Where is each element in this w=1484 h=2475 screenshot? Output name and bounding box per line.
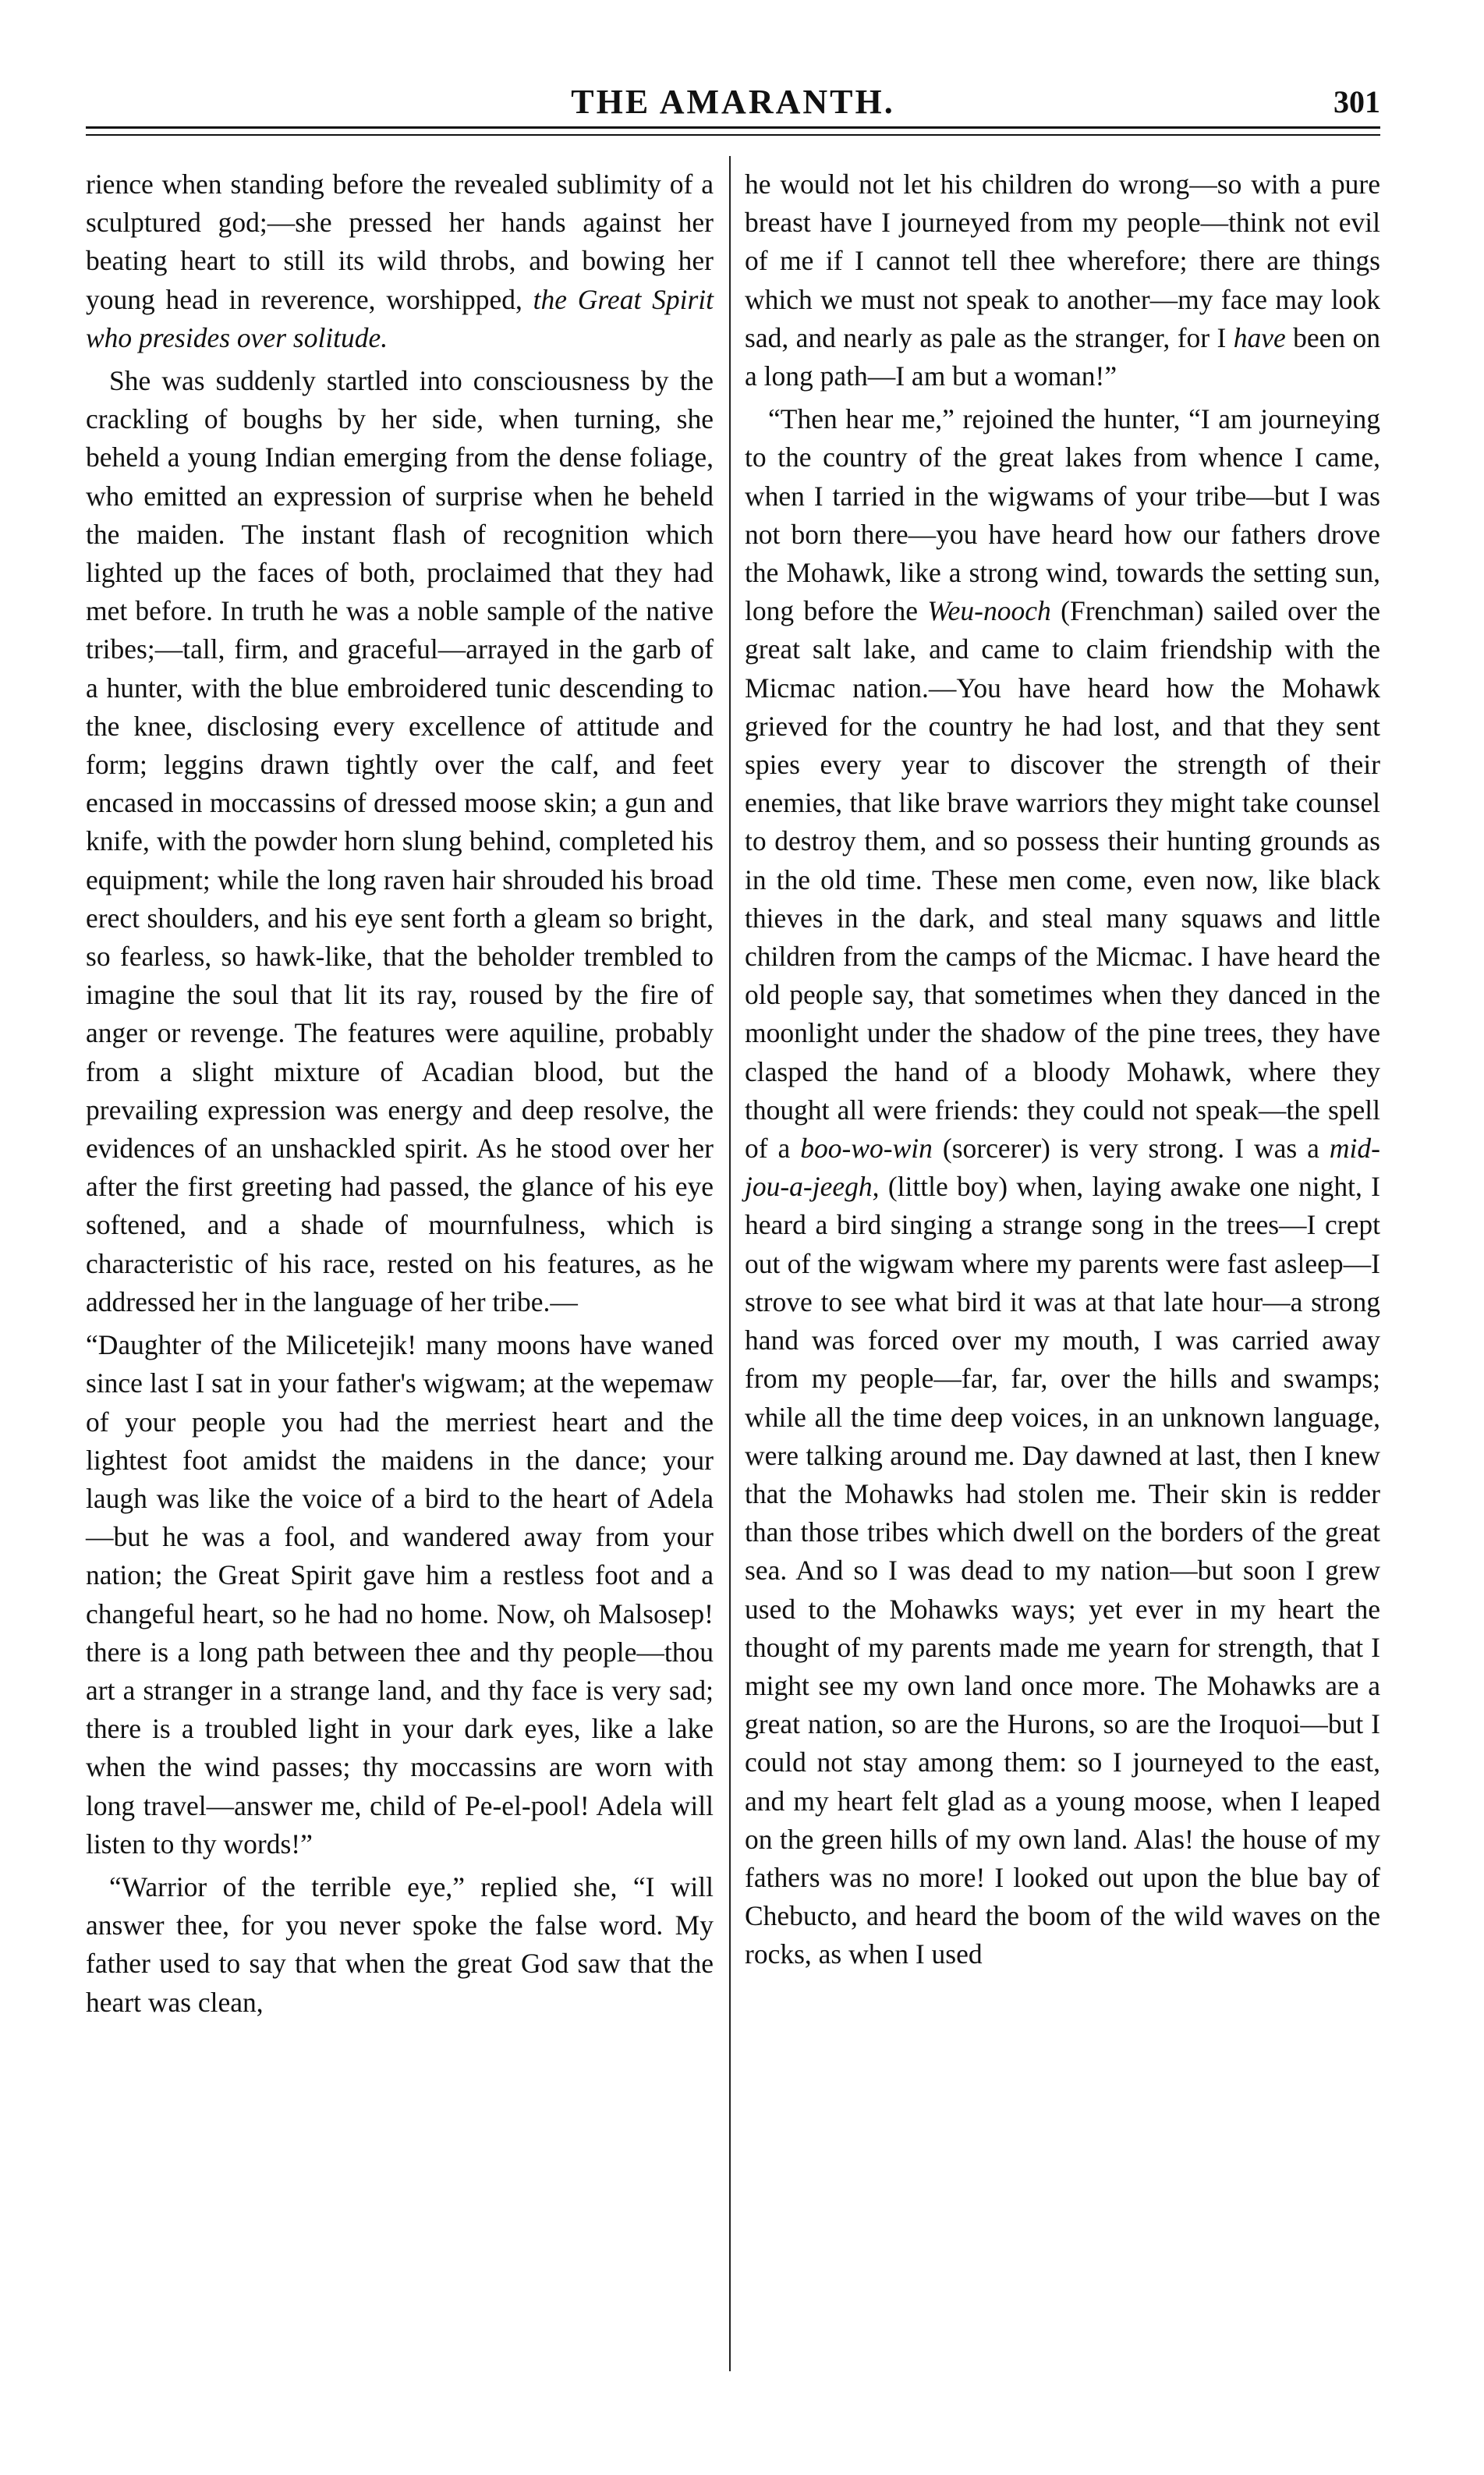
- italic-phrase: Weu-nooch: [927, 595, 1051, 627]
- paragraph: “Daughter of the Milicetejik! many moons have waned since last I sat in your father's wigwam; at the wepemaw of your people you had the merriest heart and the lightest foot amidst the maidens in the dance; your laugh was like the voice of a bird to the heart of Adela—but he was a fool, and wandered away from your nation; the Great Spirit gave him a restless foot and a changeful heart, so he had no home. Now, oh Malsosep! there is a long path between thee and thy people—thou art a stranger in a strange land, and thy face is very sad; there is a troubled light in your dark eyes, like a lake when the wind passes; thy moccassins are worn with long travel—answer me, child of Pe-el-pool! Adela will listen to thy words!”: [86, 1329, 714, 1860]
- paragraph-text: been on a long path—I am but a woman!”: [745, 321, 1381, 392]
- running-title: THE AMARANTH.: [571, 83, 895, 121]
- paragraph-text: “Then hear me,” rejoined the hunter, “I am journeying to the country of the great lakes from whence I came, when I tarried in the wigwams of your tribe—but I was not born there—you have heard how our fathers drove the Mohawk, like a strong wind, towards the setting sun, long before the: [745, 403, 1380, 627]
- page-number: 301: [1333, 84, 1380, 119]
- paragraph: [86, 165, 714, 357]
- paragraph: “Warrior of the terrible eye,” replied she, “I will answer thee, for you never spoke the false word. My father used to say that when the great God saw that the heart was clean,: [86, 1870, 714, 2018]
- paragraph: She was suddenly startled into consciousness by the crackling of boughs by her side, when turning, she beheld a young Indian emerging from the dense foliage, who emitted an expression of surprise when he beheld the maiden. The instant flash of recognition which lighted up the faces of both, proclaimed that they had met before. In truth he was a noble sample of the native tribes;—tall, firm, and graceful—arrayed in the garb of a hunter, with the blue embroidered tunic descending to the knee, disclosing every excellence of attitude and form; leggins drawn tightly over the calf, and feet encased in moccassins of dressed moose skin; a gun and knife, with the powder horn slung behind, completed his equipment; while the long raven hair shrouded his broad erect shoulders, and his eye sent forth a gleam so bright, so fearless, so hawk-like, that the beholder trembled to imagine the soul that lit its ray, roused by the fire of anger or revenge. The features were aquiline, probably from a slight mixture of Acadian blood, but the prevailing expression was energy and deep resolve, the evidences of an unshackled spirit. As he stood over her after the first greeting had passed, the glance of his eye softened, and a shade of mournfulness, which is characteristic of his race, rested on his features, as he addressed her in the language of her tribe.—: [86, 365, 714, 1317]
- column-divider: [729, 156, 731, 2371]
- left-column: [86, 165, 714, 2026]
- paragraph: [745, 400, 1380, 1973]
- italic-phrase: the Great Spirit who presides over solitude.: [86, 283, 714, 353]
- paragraph-text: he would not let his children do wrong—so with a pure breast have I journeyed from my people—think not evil of me if I cannot tell thee wherefore; there are things which we must not speak to another—my face may look sad, and nearly as pale as the stranger, for I: [745, 168, 1380, 353]
- italic-phrase: mid-jou-a-jeegh,: [745, 1133, 1380, 1203]
- header-rule-thick: [86, 126, 1380, 129]
- paragraph-text: (sorcerer) is very strong. I was a: [932, 1133, 1330, 1165]
- paragraph-text: (Frenchman) sailed over the great salt lake, and came to claim friendship with the Micmac nation.—You have heard how the Mohawk grieved for the country he had lost, and that they sent spies every year to discover the strength of their enemies, that like brave warriors they might take counsel to destroy them, and so possess their hunting grounds as in the old time. These men come, even now, like black thieves in the dark, and steal many squaws and little children from the camps of the Micmac. I have heard the old people say, that sometimes when they danced in the moonlight under the shadow of the pine trees, they have clasped the hand of a bloody Mohawk, where they thought all were friends: they could not speak—the spell of a: [745, 595, 1380, 1165]
- paragraph: [745, 165, 1380, 395]
- header-rule-thin: [86, 134, 1380, 136]
- paragraph-text: (little boy) when, laying awake one night, I heard a bird singing a strange song in the trees—I crept out of the wigwam where my parents were fast asleep—I strove to see what bird it was at that late hour—a strong hand was forced over my mouth, I was carried away from my people—far, far, over the hills and swamps; while all the time deep voices, in an unknown language, were talking around me. Day dawned at last, then I knew that the Mohawks had stolen me. Their skin is redder than those tribes which dwell on the borders of the great sea. And so I was dead to my nation—but soon I grew used to the Mohawks ways; yet ever in my heart the thought of my parents made me yearn for strength, that I might see my own land once more. The Mohawks are a great nation, so are the Hurons, so are the Iroquoi—but I could not stay among them: so I journeyed to the east, and my heart felt glad as a young moose, when I leaped on the green hills of my own land. Alas! the house of my fathers was no more! I looked out upon the blue bay of Chebucto, and heard the boom of the wild waves on the rocks, as when I used: [745, 1171, 1380, 1970]
- italic-phrase: have: [1233, 321, 1286, 353]
- running-header: [86, 82, 1380, 129]
- right-column: [745, 165, 1380, 1979]
- italic-phrase: boo-wo-win: [800, 1133, 933, 1165]
- paragraph-text: rience when standing before the revealed sublimity of a sculptured god;—she pressed her hands against her beating heart to still its wild throbs, and bowing her young head in reverence, worshipped,: [86, 168, 714, 315]
